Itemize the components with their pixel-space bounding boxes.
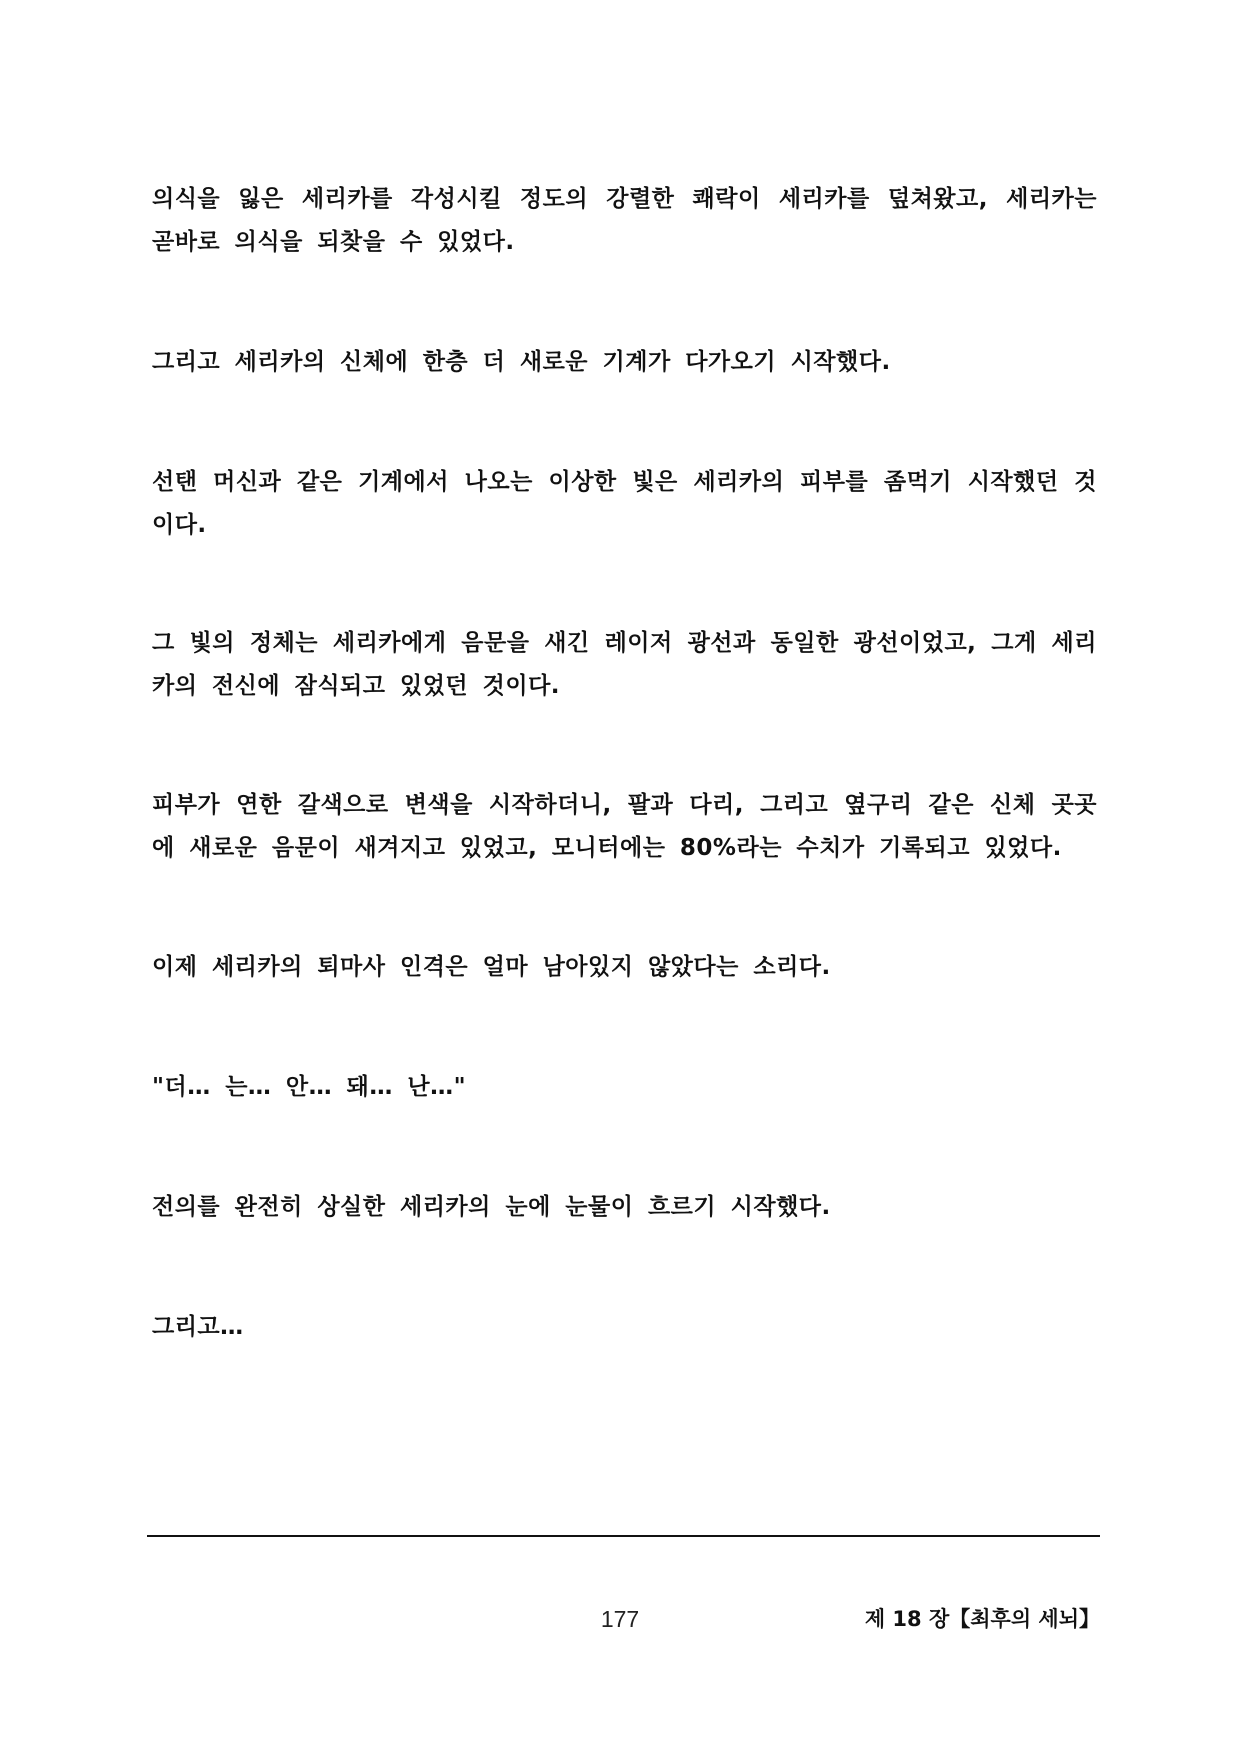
- paragraph: 피부가 연한 갈색으로 변색을 시작하더니, 팔과 다리, 그리고 옆구리 같은 신체 곳곳에 새로운 음문이 새겨지고 있었고, 모니터에는 80%라는 수치가 기록되고 있었다.: [152, 792, 1097, 861]
- dialogue-paragraph: "더… 는… 안… 돼… 난…": [152, 1074, 467, 1100]
- paragraph: 전의를 완전히 상실한 세리카의 눈에 눈물이 흐르기 시작했다.: [152, 1194, 831, 1220]
- paragraph: 선탠 머신과 같은 기계에서 나오는 이상한 빛은 세리카의 피부를 좀먹기 시작했던 것이다.: [152, 469, 1097, 538]
- page-number: 177: [600, 1606, 640, 1632]
- chapter-title: 제 18 장【최후의 세뇌】: [864, 1607, 1100, 1631]
- paragraph: 그리고…: [152, 1314, 244, 1340]
- paragraph: 의식을 잃은 세리카를 각성시킬 정도의 강렬한 쾌락이 세리카를 덮쳐왔고, 세리카는 곧바로 의식을 되찾을 수 있었다.: [152, 186, 1097, 255]
- paragraph: 그리고 세리카의 신체에 한층 더 새로운 기계가 다가오기 시작했다.: [152, 349, 891, 375]
- paragraph: 그 빛의 정체는 세리카에게 음문을 새긴 레이저 광선과 동일한 광선이었고, 그게 세리카의 전신에 잠식되고 있었던 것이다.: [152, 630, 1097, 699]
- paragraph: 이제 세리카의 퇴마사 인격은 얼마 남아있지 않았다는 소리다.: [152, 954, 831, 980]
- footer-divider: [147, 1535, 1100, 1537]
